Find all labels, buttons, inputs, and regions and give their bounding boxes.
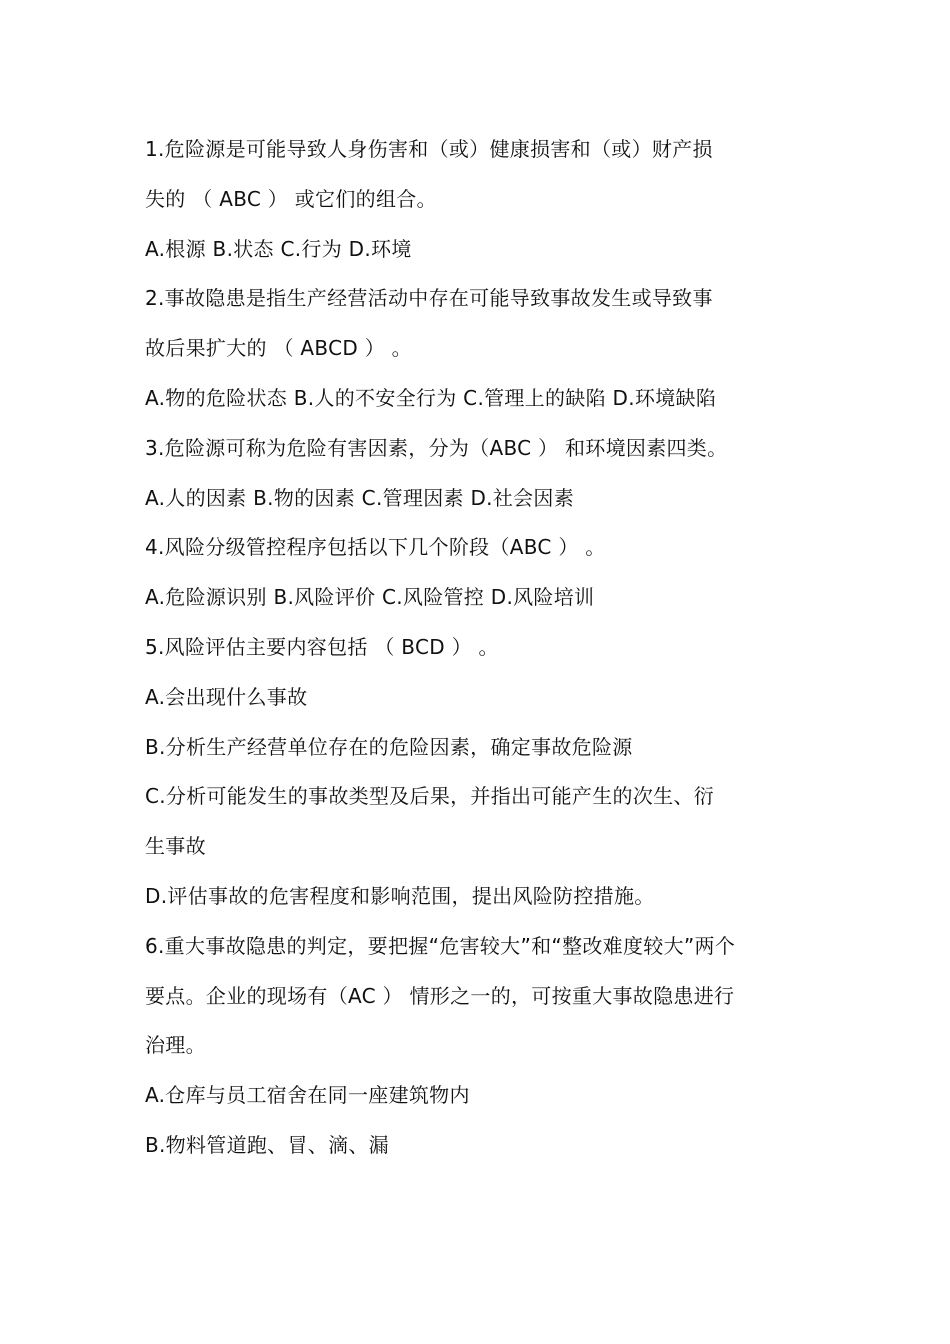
question-2-stem-line-1: 2.事故隐患是指生产经营活动中存在可能导致事故发生或导致事 (145, 286, 713, 311)
question-5-option-c-line-2: 生事故 (145, 834, 206, 859)
question-2-options: A.物的危险状态 B.人的不安全行为 C.管理上的缺陷 D.环境缺陷 (145, 385, 717, 410)
question-5-option-a: A.会出现什么事故 (145, 684, 308, 709)
question-6-stem-line-1: 6.重大事故隐患的判定，要把握“危害较大”和“整改难度较大”两个 (145, 933, 736, 958)
document-body (145, 125, 815, 1171)
question-5-option-b: B.分析生产经营单位存在的危险因素，确定事故危险源 (145, 734, 633, 759)
question-6-option-a: A.仓库与员工宿舍在同一座建筑物内 (145, 1083, 470, 1108)
question-1-options: A.根源 B.状态 C.行为 D.环境 (145, 236, 412, 261)
question-4-stem: 4.风险分级管控程序包括以下几个阶段（ABC ） 。 (145, 535, 606, 560)
question-3-options: A.人的因素 B.物的因素 C.管理因素 D.社会因素 (145, 485, 575, 510)
question-2-stem-line-2: 故后果扩大的 （ ABCD ） 。 (145, 336, 412, 361)
question-1-stem-line-1: 1.危险源是可能导致人身伤害和（或）健康损害和（或）财产损 (145, 137, 713, 161)
question-6-stem-line-2: 要点。企业的现场有（AC ） 情形之一的，可按重大事故隐患进行 (145, 983, 735, 1008)
question-4-options: A.危险源识别 B.风险评价 C.风险管控 D.风险培训 (145, 585, 595, 610)
question-5-stem: 5.风险评估主要内容包括 （ BCD ） 。 (145, 634, 499, 659)
question-1-stem-line-2: 失的 （ ABC ） 或它们的组合。 (145, 186, 437, 211)
question-5-option-c-line-1: C.分析可能发生的事故类型及后果，并指出可能产生的次生、衍 (145, 784, 715, 809)
question-6-option-b: B.物料管道跑、冒、滴、漏 (145, 1132, 389, 1157)
question-6-stem-line-3: 治理。 (145, 1033, 206, 1058)
question-5-option-d: D.评估事故的危害程度和影响范围，提出风险防控措施。 (145, 883, 655, 908)
question-3-stem: 3.危险源可称为危险有害因素，分为（ABC ） 和环境因素四类。 (145, 435, 728, 460)
